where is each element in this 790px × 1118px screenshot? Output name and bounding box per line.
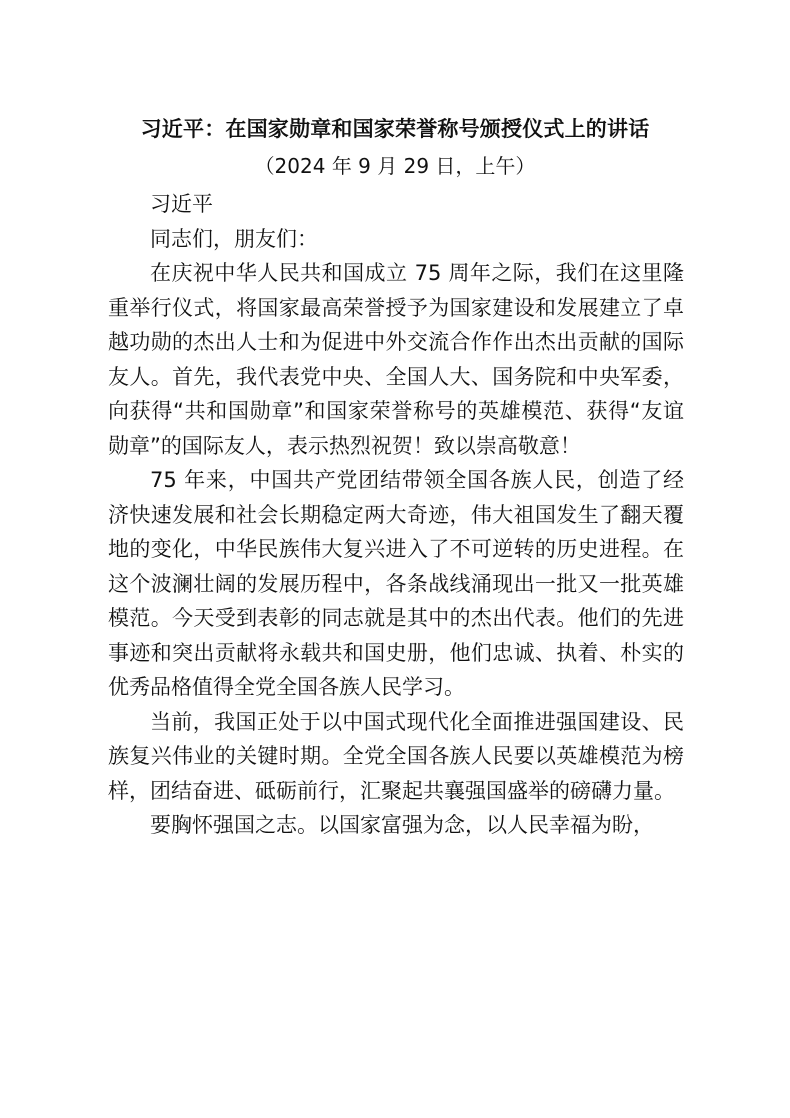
document-body: [108, 187, 684, 843]
salutation-line: 同志们，朋友们：: [150, 226, 318, 251]
author-line: 习近平: [150, 192, 213, 216]
body-paragraph: 在庆祝中华人民共和国成立 75 周年之际，我们在这里隆重举行仪式，将国家最高荣誉授予为国家建设和发展建立了卓越功勋的杰出人士和为促进中外交流合作作出杰出贡献的国际友人。首先，我代表党中央、全国人大、国务院和中央军委，向获得“共和国勋章”和国家荣誉称号的英雄模范、获得“友谊勋章”的国际友人，表示热烈祝贺！致以崇高敬意！: [108, 261, 684, 458]
document-title: 习近平：在国家勋章和国家荣誉称号颁授仪式上的讲话: [140, 117, 650, 141]
body-paragraph: 当前，我国正处于以中国式现代化全面推进强国建设、民族复兴伟业的关键时期。全党全国各族人民要以英雄模范为榜样，团结奋进、砥砺前行，汇聚起共襄强国盛举的磅礴力量。: [108, 709, 684, 803]
document-date: （2024 年 9 月 29 日，上午）: [254, 154, 536, 178]
body-paragraph: 75 年来，中国共产党团结带领全国各族人民，创造了经济快速发展和社会长期稳定两大奇迹，伟大祖国发生了翻天覆地的变化，中华民族伟大复兴进入了不可逆转的历史进程。在这个波澜壮阔的发展历程中，各条战线涌现出一批又一批英雄模范。今天受到表彰的同志就是其中的杰出代表。他们的先进事迹和突出贡献将永载共和国史册，他们忠诚、执着、朴实的优秀品格值得全党全国各族人民学习。: [108, 468, 684, 699]
body-paragraph: 要胸怀强国之志。以国家富强为念，以人民幸福为盼，: [150, 813, 654, 837]
